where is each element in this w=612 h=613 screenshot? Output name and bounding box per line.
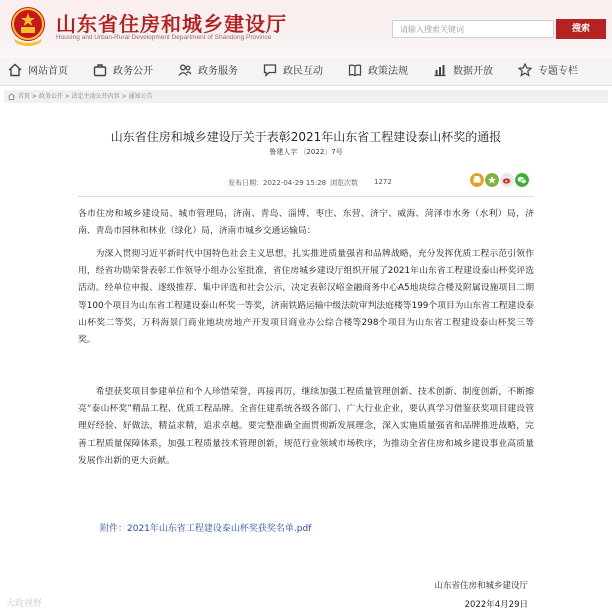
breadcrumb[interactable] bbox=[4, 90, 608, 103]
search-button[interactable]: 搜索 bbox=[556, 19, 606, 39]
weibo-icon[interactable] bbox=[500, 173, 514, 187]
print-icon[interactable] bbox=[470, 173, 484, 187]
signature-date: 2022年4月29日 bbox=[464, 600, 528, 610]
nav-label: 政策法规 bbox=[368, 66, 408, 77]
nav-label: 网站首页 bbox=[28, 66, 68, 77]
nav-label: 专题专栏 bbox=[538, 66, 578, 77]
attachment-link[interactable]: 附件：2021年山东省工程建设泰山杯奖获奖名单.pdf bbox=[100, 524, 312, 534]
nav-label: 政务服务 bbox=[198, 66, 238, 77]
document-number: 鲁建人字 〔2022〕7号 bbox=[269, 148, 343, 156]
breadcrumb-home-icon bbox=[8, 93, 15, 100]
article-title: 山东省住房和城乡建设厅关于表彰2021年山东省工程建设泰山杯奖的通报 bbox=[110, 130, 502, 144]
nav-item-gov-service[interactable] bbox=[178, 58, 238, 86]
nav-item-special[interactable] bbox=[518, 58, 578, 86]
search-input[interactable]: 请输入搜索关键词 bbox=[392, 20, 554, 38]
article-paragraph: 希望获奖项目参建单位和个人珍惜荣誉，再接再厉，继续加强工程质量管理创新、技术创新、制度创新，不断擦亮“泰山杯奖”精品工程、优质工程品牌。全省住建系统各级各部门、广大行业企业，要认真学习借鉴获奖项目建设管理好经验、好做法，精益求精，追求卓越。要完整准确全面贯彻新发展理念，深入实施质量强省和品牌推进战略，完善工程质量保障体系，加强工程质量技术管理创新，规范行业领域市场秩序，为推动全省住房和城乡建设事业高质量发展作出新的更大贡献。 bbox=[78, 387, 534, 466]
book-icon bbox=[348, 63, 362, 77]
signature: 山东省住房和城乡建设厅 bbox=[434, 581, 528, 591]
views-count: 1272 bbox=[374, 178, 392, 186]
national-emblem-icon bbox=[8, 5, 48, 47]
article-salutation: 各市住房和城乡建设局、城市管理局，济南、青岛、淄博、枣庄、东营、济宁、威海、菏泽市水务（水利）局，济南、青岛市园林和林业（绿化）局，济南市城乡交通运输局： bbox=[78, 209, 534, 237]
people-icon bbox=[178, 63, 192, 77]
wechat-icon[interactable] bbox=[515, 173, 529, 187]
chat-icon bbox=[263, 63, 277, 77]
main-nav bbox=[0, 58, 612, 86]
site-title: 山东省住房和城乡建设厅 bbox=[56, 12, 287, 36]
nav-label: 政务公开 bbox=[113, 66, 153, 77]
article-divider bbox=[78, 196, 534, 197]
article-paragraph: 为深入贯彻习近平新时代中国特色社会主义思想，扎实推进质量强省和品牌战略，充分发挥优质工程示范引领作用，经省功勋荣誉表彰工作领导小组办公室批准，省住房城乡建设厅组织开展了2021年山东省工程建设泰山杯奖评选活动。经单位申报、逐级推荐、集中评选和社会公示，决定表彰汉峪金融商务中心A5地块综合楼及附属设施项目二期等100个项目为山东省工程建设泰山杯奖一等奖，济南铁路运输中级法院审判法庭楼等199个项目为山东省工程建设泰山杯奖二等奖，万科海景门商业地块房地产开发项目商业办公综合楼等298个项目为山东省工程建设泰山杯奖三等奖。 bbox=[78, 249, 534, 346]
breadcrumb-text: 首页 > 政务公开 > 法定主动公开内容 > 通知公告 bbox=[18, 93, 153, 100]
watermark: 大政视野 bbox=[6, 599, 43, 609]
nav-item-gov-open[interactable] bbox=[93, 58, 153, 86]
nav-item-interaction[interactable] bbox=[263, 58, 323, 86]
chart-icon bbox=[433, 63, 447, 77]
nav-item-home[interactable] bbox=[8, 58, 68, 86]
nav-label: 数据开放 bbox=[453, 66, 493, 77]
views-label: 浏览次数 bbox=[330, 179, 358, 187]
home-icon bbox=[8, 63, 22, 77]
site-header bbox=[0, 0, 612, 58]
nav-item-data-open[interactable] bbox=[433, 58, 493, 86]
site-subtitle: Housing and Urban-Rural Development Department of Shandong Province bbox=[56, 34, 272, 41]
favorite-icon[interactable] bbox=[485, 173, 499, 187]
nav-label: 政民互动 bbox=[283, 66, 323, 77]
publish-date: 发布日期：2022-04-29 15:28 bbox=[228, 179, 327, 187]
briefcase-icon bbox=[93, 63, 107, 77]
star-icon bbox=[518, 63, 532, 77]
nav-item-policy[interactable] bbox=[348, 58, 408, 86]
